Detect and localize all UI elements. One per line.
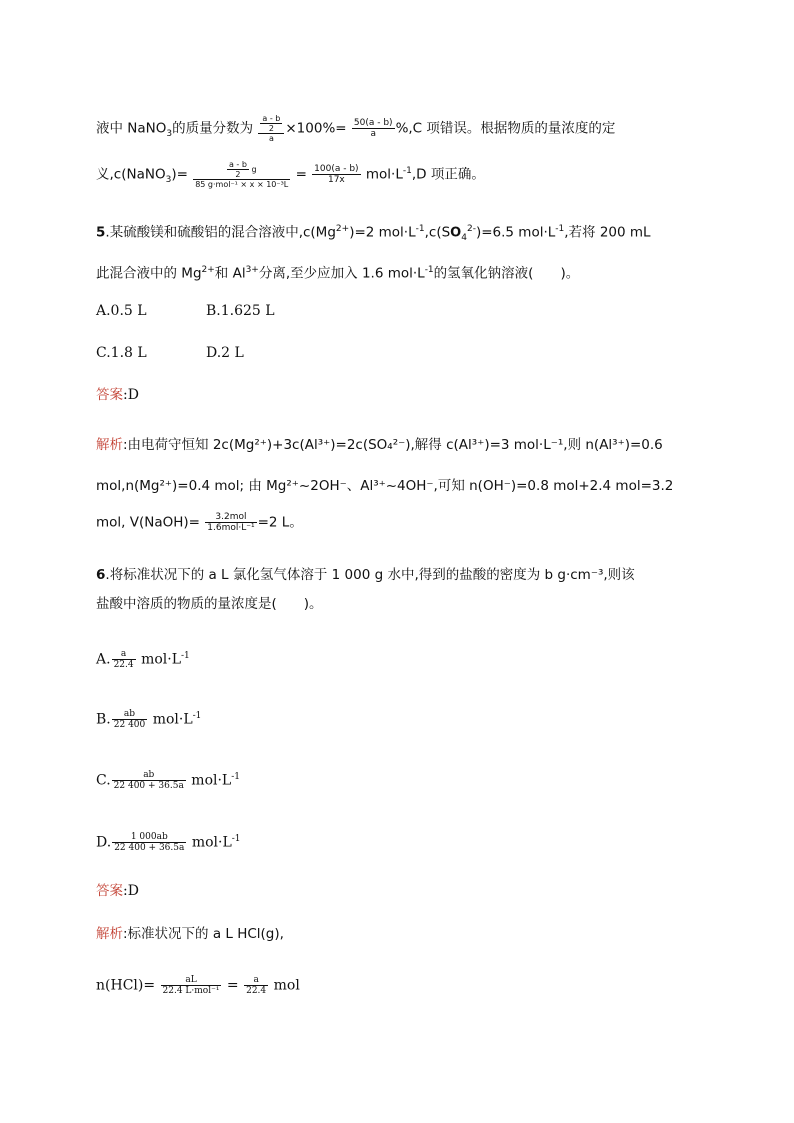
q6-option-b[interactable] [96,706,698,730]
q6-stem-line-1 [96,565,698,585]
answer-label: 答案 [96,387,123,403]
fraction [312,164,360,185]
superscript: -1 [231,834,241,844]
ion-symbol: O [450,225,462,241]
fraction [352,118,395,139]
frac-num: 1 000ab [112,832,186,843]
q6-option-d[interactable] [96,829,698,853]
option-label: B. [96,711,111,728]
subscript: 3 [165,175,172,186]
q6-analysis-line-1 [96,924,698,944]
answer-value: :D [123,387,139,403]
q5-analysis-line-3 [96,512,698,533]
unit: g [251,165,257,174]
superscript: -1 [402,166,412,176]
unit: mol·L [191,772,232,789]
text: 分离,至少应加入 1.6 mol·L [258,265,425,282]
fraction [205,512,256,533]
text: =2 L。 [257,514,303,531]
subscript: 4 [461,233,467,244]
text: n(HCl)= [96,977,156,994]
frac-num: ab [112,770,186,781]
text: ,D 项正确。 [411,166,485,183]
fraction [112,649,136,670]
superscript: 2- [466,224,476,234]
frac-den: 22 400 [113,720,146,731]
frac-num: a - b [262,114,281,123]
text: 液中 NaNO [96,120,167,137]
fraction [161,975,222,996]
q5-answer [96,385,698,405]
unit: mol·L [191,834,232,851]
superscript: -1 [181,651,190,661]
text: 和 Al [214,265,246,282]
prev-line-2 [96,160,698,190]
superscript: -1 [415,224,425,234]
superscript: -1 [192,711,202,721]
text: :标准状况下的 a L HCl(g), [123,926,284,942]
frac-den: 22.4 L·mol⁻¹ [162,986,220,996]
option-b[interactable]: B.1.625 L [206,303,275,319]
q6-option-c[interactable] [96,767,698,791]
text: ,c(S [424,224,451,241]
frac-den: a [268,134,274,143]
text: ×100%= [285,120,347,137]
text: 的氢氧化钠溶液( )。 [433,265,580,282]
frac-num: ab [112,709,148,720]
q6-stem-line-2 [96,594,698,614]
text: = [226,977,239,994]
fraction [112,770,186,791]
text: mol·L [365,166,403,183]
option-c[interactable]: C.1.8 L [96,345,147,361]
text: :由电荷守恒知 2c(Mg²⁺)+3c(Al³⁺)=2c(SO₄²⁻),解得 c(Al³⁺)=3 mol·L⁻¹,则 n(Al³⁺)=0.6 [123,437,663,453]
q5-stem-line-1 [96,219,698,248]
frac-den: 85 g·mol⁻¹ × x × 10⁻³L [195,180,289,189]
frac-den: 2 [235,170,241,179]
frac-num: a - b [228,160,247,169]
text: )=6.5 mol·L [475,224,556,241]
text: )= [171,166,188,183]
q5-stem-line-2 [96,260,698,284]
subscript: 3 [166,129,173,140]
question-number: 5 [96,224,106,241]
text: 盐酸中溶质的物质的量浓度是( )。 [96,596,323,612]
frac-den: 2 [268,124,274,133]
question-number: 6 [96,567,106,583]
q5-analysis-line-1 [96,435,698,455]
analysis-label: 解析 [96,926,123,942]
q6-analysis-line-2 [96,975,698,996]
frac-num: a [112,649,136,660]
text: 的质量分数为 [172,120,254,137]
frac-den: a [370,129,376,139]
q6-option-a[interactable] [96,646,698,670]
answer-label: 答案 [96,883,123,899]
prev-line-1 [96,114,698,144]
superscript: 2+ [201,265,215,275]
text: 此混合液中的 Mg [96,265,202,282]
text: %,C 项错误。根据物质的量浓度的定 [395,120,616,137]
superscript: -1 [231,772,241,782]
superscript: -1 [424,265,434,275]
frac-num: a [244,975,268,986]
text: mol,n(Mg²⁺)=0.4 mol; 由 Mg²⁺~2OH⁻、Al³⁺~4OH⁻,可知 n(OH⁻)=0.8 mol+2.4 mol=3.2 [96,478,674,494]
fraction [112,832,186,853]
frac-den: 22.4 [113,660,134,671]
fraction [258,114,284,143]
text: .将标准状况下的 a L 氯化氢气体溶于 1 000 g 水中,得到的盐酸的密度为 b g·cm⁻³,则该 [105,567,635,583]
answer-value: :D [123,883,139,899]
superscript: 2+ [335,224,350,234]
q5-options-row-2 [96,343,698,363]
text: )=2 mol·L [349,224,416,241]
option-label: A. [96,651,111,668]
frac-den: 17x [327,175,345,185]
q5-options-row-1 [96,301,698,321]
text: 义,c(NaNO [96,166,166,183]
fraction [112,709,148,730]
fraction [193,160,290,189]
frac-num: 3.2mol [205,512,256,523]
superscript: -1 [555,224,565,234]
text: mol [273,977,300,994]
option-label: C. [96,772,111,789]
fraction [244,975,268,996]
frac-num: aL [161,975,222,986]
unit: mol·L [152,711,193,728]
text: = [295,166,307,183]
frac-num: 50(a - b) [353,118,393,128]
option-label: D. [96,834,112,851]
option-a[interactable]: A.0.5 L [96,303,147,319]
text: ,若将 200 mL [564,224,651,241]
unit: mol·L [141,651,181,668]
text: .某硫酸镁和硫酸铝的混合溶液中,c(Mg [105,224,336,241]
analysis-label: 解析 [96,437,123,453]
frac-den: 1.6mol·L⁻¹ [207,523,255,533]
q6-answer [96,881,698,901]
option-d[interactable]: D.2 L [206,345,244,361]
superscript: 3+ [245,265,259,275]
frac-num: 100(a - b) [314,164,359,174]
text: mol, V(NaOH)= [96,514,200,531]
frac-den: 22.4 [246,986,267,996]
q5-analysis-line-2 [96,476,698,496]
frac-den: 22 400 + 36.5a [114,843,185,854]
frac-den: 22 400 + 36.5a [113,781,184,792]
